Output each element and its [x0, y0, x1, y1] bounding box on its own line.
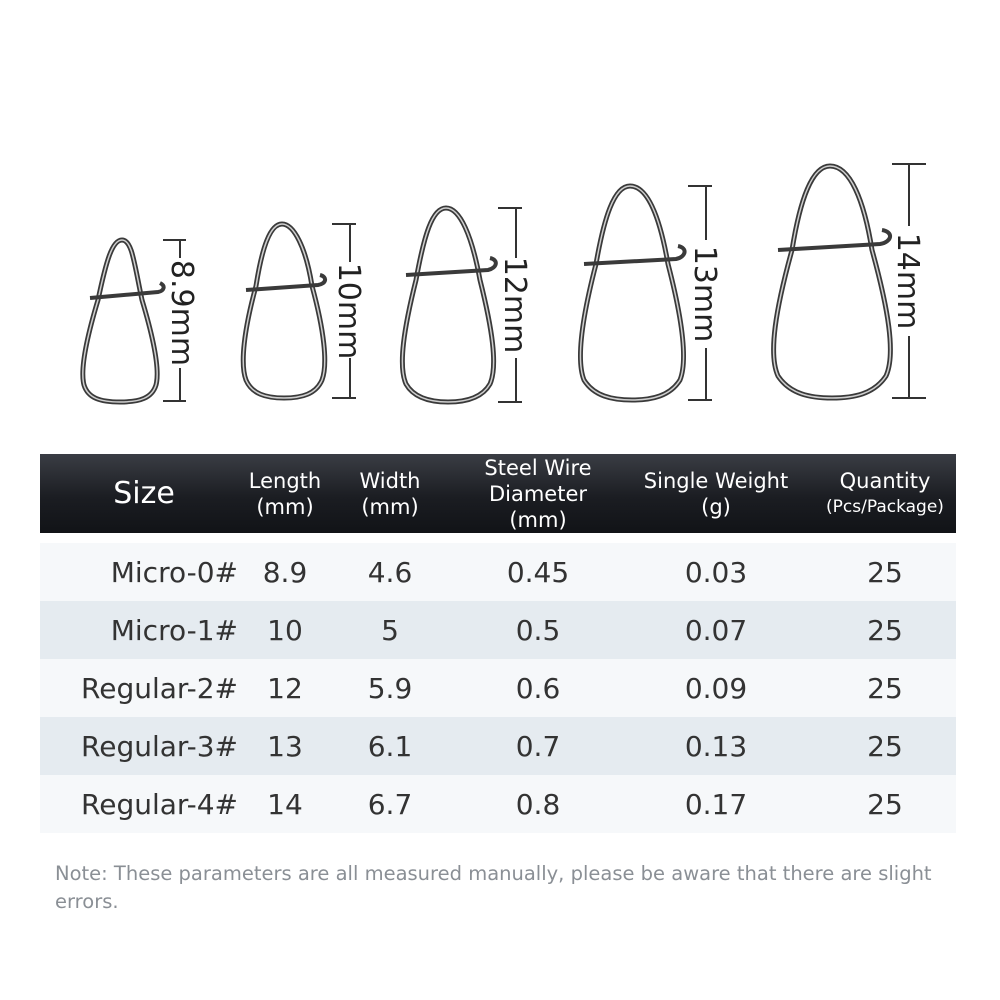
- table-row: [40, 601, 956, 659]
- header-wire-unit: Diameter (mm): [488, 481, 588, 532]
- header-single-weight: [618, 468, 814, 520]
- snap-micro-1-icon: [243, 224, 366, 398]
- header-length: [248, 468, 322, 520]
- snap-dimension-label: 10mm: [331, 262, 366, 360]
- cell-qty: 25: [867, 729, 903, 763]
- header-wire-title: Steel Wire: [484, 455, 592, 480]
- cell-width: 6.1: [367, 729, 413, 763]
- header-quantity-title: Quantity: [839, 468, 931, 493]
- snap-illustrations: [0, 0, 1000, 440]
- cell-size: Micro-0#: [110, 555, 238, 589]
- cell-width: 4.6: [367, 555, 413, 589]
- header-length-unit: (mm): [256, 494, 314, 519]
- cell-qty: 25: [867, 671, 903, 705]
- cell-width: 6.7: [367, 787, 413, 821]
- cell-length: 13: [267, 729, 303, 763]
- cell-length: 10: [267, 613, 303, 647]
- cell-length: 14: [267, 787, 303, 821]
- table-row: [40, 775, 956, 833]
- header-weight-title: Single Weight: [643, 468, 789, 493]
- table-row: [40, 543, 956, 601]
- header-width-unit: (mm): [361, 494, 419, 519]
- cell-wire: 0.5: [515, 613, 561, 647]
- cell-qty: 25: [867, 613, 903, 647]
- header-quantity-unit: (Pcs/Package): [826, 496, 944, 517]
- snap-dimension-label: 13mm: [687, 245, 722, 343]
- cell-wire: 0.8: [515, 787, 561, 821]
- table-row: [40, 717, 956, 775]
- cell-wire: 0.7: [515, 729, 561, 763]
- snap-regular-4-icon: [774, 164, 926, 398]
- cell-length: 8.9: [262, 555, 308, 589]
- header-width: [322, 468, 458, 520]
- cell-length: 12: [267, 671, 303, 705]
- header-weight-unit: (g): [701, 494, 731, 519]
- cell-size: Regular-4#: [81, 787, 238, 821]
- header-length-title: Length: [248, 468, 322, 493]
- cell-qty: 25: [867, 787, 903, 821]
- cell-weight: 0.13: [684, 729, 748, 763]
- cell-weight: 0.17: [684, 787, 748, 821]
- snap-regular-2-icon: [402, 208, 532, 402]
- table-header: [40, 454, 956, 533]
- cell-qty: 25: [867, 555, 903, 589]
- table-row: [40, 659, 956, 717]
- snap-dimension-label: 14mm: [890, 232, 925, 330]
- header-width-title: Width: [359, 468, 421, 493]
- header-size: Size: [113, 475, 175, 511]
- cell-size: Regular-2#: [81, 671, 238, 705]
- header-wire-diameter: [458, 455, 618, 533]
- snap-micro-0-icon: [83, 240, 199, 402]
- cell-wire: 0.6: [515, 671, 561, 705]
- snap-dimension-label: 8.9mm: [164, 259, 199, 367]
- cell-width: 5: [381, 613, 399, 647]
- cell-weight: 0.03: [684, 555, 748, 589]
- snap-dimension-label: 12mm: [497, 256, 532, 354]
- cell-size: Micro-1#: [110, 613, 238, 647]
- cell-weight: 0.09: [684, 671, 748, 705]
- header-quantity: [814, 468, 956, 520]
- snap-regular-3-icon: [580, 186, 722, 400]
- cell-weight: 0.07: [684, 613, 748, 647]
- cell-wire: 0.45: [506, 555, 570, 589]
- measurement-note: Note: These parameters are all measured manually, please be aware that there are slight errors.: [55, 862, 932, 913]
- cell-size: Regular-3#: [81, 729, 238, 763]
- spec-table: [40, 454, 956, 833]
- cell-width: 5.9: [367, 671, 413, 705]
